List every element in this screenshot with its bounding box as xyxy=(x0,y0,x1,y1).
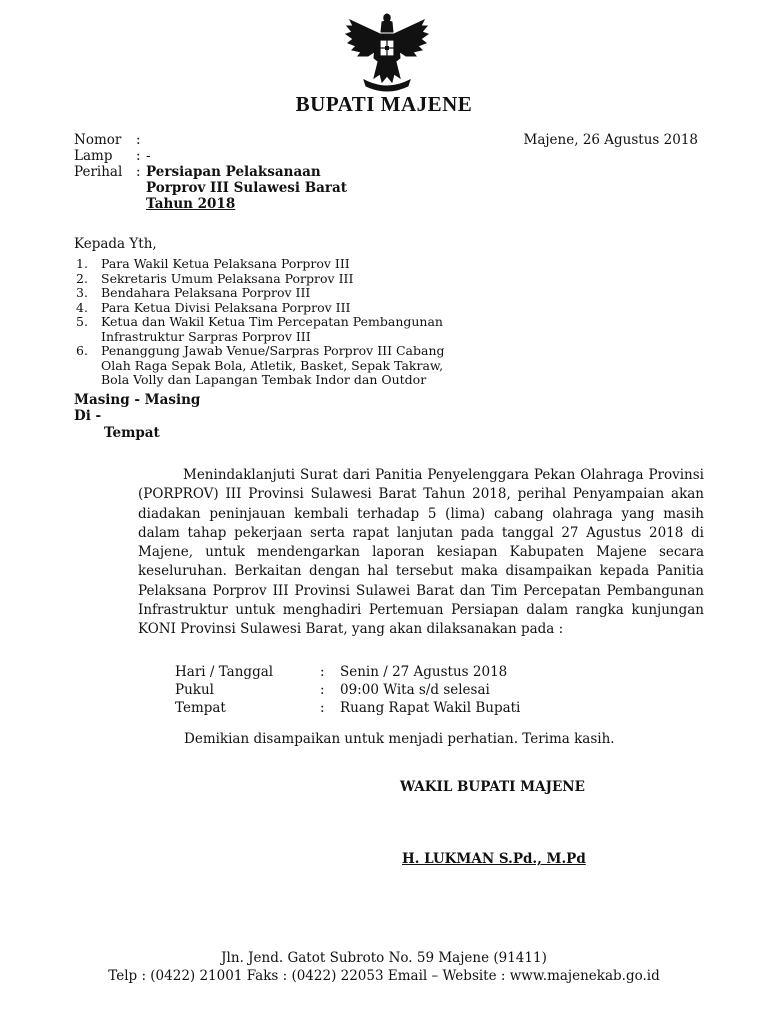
schedule-colon: : xyxy=(320,664,325,680)
perihal-colon: : xyxy=(136,164,141,180)
recipient-list xyxy=(0,0,768,400)
recipient-number: 4. xyxy=(76,299,88,315)
schedule-colon: : xyxy=(320,700,325,716)
recipient-number: 3. xyxy=(76,285,88,300)
recipient-text: Penanggung Jawab Venue/Sarpras Porprov III Cabang xyxy=(101,343,445,358)
lamp-label: Lamp xyxy=(74,148,113,164)
schedule-label: Pukul xyxy=(175,682,214,698)
nomor-label: Nomor xyxy=(74,132,122,148)
body-paragraph: Menindaklanjuti Surat dari Panitia Penyelenggara Pekan Olahraga Provinsi (PORPROV) III Provinsi Sulawesi Barat Tahun 2018, perihal Penyampaian akan diadakan peninjauan kembali terhadap 5 (lima) cabang olahraga yang masih dalam tahap pekerjaan serta rapat lanjutan pada tanggal 27 Agustus 2018 di Majene, untuk mendengarkan laporan kesiapan Kabupaten Majene secara keseluruhan. Berkaitan dengan hal tersebut maka disampaikan kepada Panitia Pelaksana Porprov III Provinsi Sulawei Barat dan Tim Percepatan Pembangunan Infrastruktur untuk menghadiri Pertemuan Persiapan dalam rangka kunjungan KONI Provinsi Sulawesi Barat, yang akan dilaksanakan pada : xyxy=(138,467,704,638)
recipient-number: 6. xyxy=(76,343,88,358)
recipient-text: Sekretaris Umum Pelaksana Porprov III xyxy=(101,270,354,286)
recipient-text: Para Ketua Divisi Pelaksana Porprov III xyxy=(101,299,351,315)
schedule-value: Ruang Rapat Wakil Bupati xyxy=(340,700,521,716)
tempat-label: Tempat xyxy=(104,425,160,441)
recipient-text: Bendahara Pelaksana Porprov III xyxy=(101,285,311,300)
schedule-row xyxy=(175,682,675,700)
schedule-row xyxy=(175,700,675,718)
recipient-text: Para Wakil Ketua Pelaksana Porprov III xyxy=(101,256,350,271)
schedule-label: Hari / Tanggal xyxy=(175,664,274,680)
signatory-name: H. LUKMAN S.Pd., M.Pd xyxy=(402,851,586,867)
recipient-text: Ketua dan Wakil Ketua Tim Percepatan Pembangunan xyxy=(101,314,443,329)
recipient-text: Olah Raga Sepak Bola, Atletik, Basket, Sepak Takraw, xyxy=(101,357,444,373)
schedule-label: Tempat xyxy=(175,700,226,716)
letterhead-title: BUPATI MAJENE xyxy=(295,92,473,116)
lamp-colon: : xyxy=(136,148,141,164)
schedule-row xyxy=(175,664,675,682)
recipient-intro: Kepada Yth, xyxy=(74,236,157,252)
perihal-line-3: Tahun 2018 xyxy=(146,196,236,212)
nomor-colon: : xyxy=(136,132,141,148)
schedule-value: Senin / 27 Agustus 2018 xyxy=(340,664,508,680)
recipient-text: Infrastruktur Sarpras Porprov III xyxy=(101,328,311,344)
recipient-text: Bola Volly dan Lapangan Tembak Indor dan Outdor xyxy=(101,372,427,387)
footer-contact: Telp : (0422) 21001 Faks : (0422) 22053 Email – Website : www.majenekab.go.id xyxy=(108,968,660,984)
schedule-table xyxy=(175,664,675,724)
di-label: Di - xyxy=(74,408,102,424)
masing-masing-label: Masing - Masing xyxy=(74,392,201,408)
letter-date: Majene, 26 Agustus 2018 xyxy=(523,132,698,148)
lamp-value: - xyxy=(146,148,151,164)
perihal-line-2: Porprov III Sulawesi Barat xyxy=(146,180,347,196)
perihal-label: Perihal xyxy=(74,164,123,180)
closing-sentence: Demikian disampaikan untuk menjadi perhatian. Terima kasih. xyxy=(184,731,615,747)
perihal-line-1: Persiapan Pelaksanaan xyxy=(146,164,321,180)
schedule-colon: : xyxy=(320,682,325,698)
schedule-value: 09:00 Wita s/d selesai xyxy=(340,682,490,698)
recipient-number: 1. xyxy=(76,256,88,271)
signatory-position: WAKIL BUPATI MAJENE xyxy=(400,779,585,795)
recipient-number: 5. xyxy=(76,314,88,329)
recipient-number: 2. xyxy=(76,270,88,286)
footer-address: Jln. Jend. Gatot Subroto No. 59 Majene (91411) xyxy=(221,950,547,966)
